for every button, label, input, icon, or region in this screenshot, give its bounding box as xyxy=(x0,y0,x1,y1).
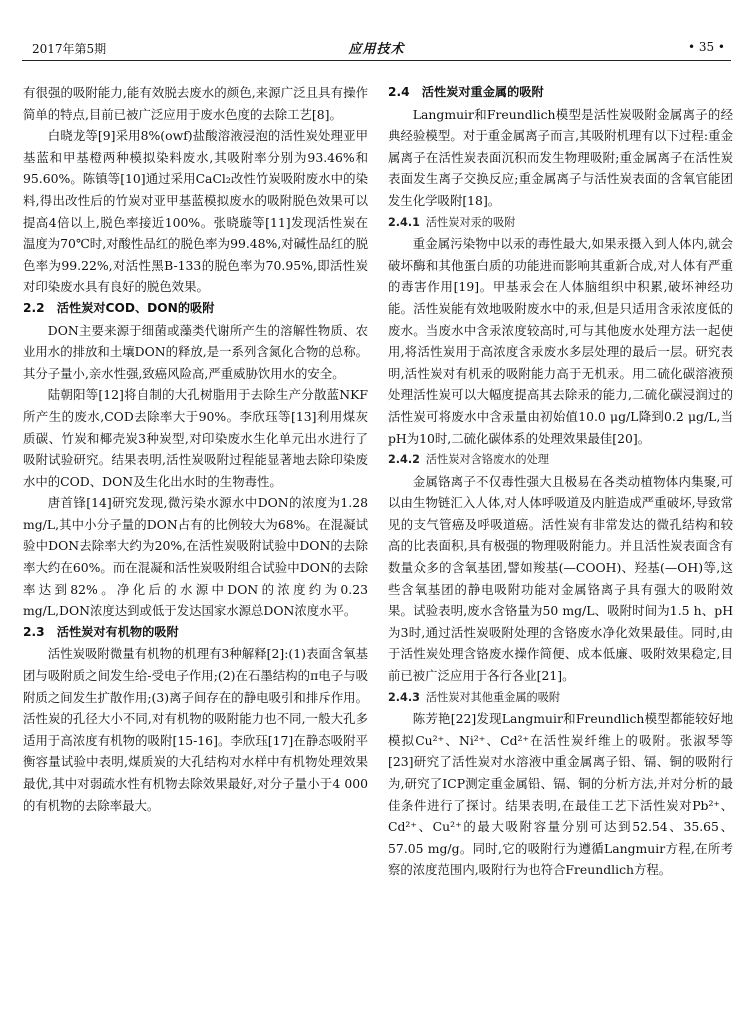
paragraph: Langmuir和Freundlich模型是活性炭吸附金属离子的经典经验模型。对于重金属离子而言,其吸附机理有以下过程:重金属离子在活性炭表面沉积而发生物理吸附;重金属离子在活性炭表面发生离子交换反应;重金属离子与活性炭表面的含氧官能团发生化学吸附[18]。 xyxy=(388,106,733,208)
issue-label: 2017年第5期 xyxy=(32,42,107,56)
section-heading: 2.2 活性炭对COD、DON的吸附 xyxy=(23,300,215,315)
paragraph: 有很强的吸附能力,能有效脱去废水的颜色,来源广泛且具有操作简单的特点,目前已被广泛应用于废水色度的去除工艺[8]。 xyxy=(23,85,368,122)
paragraph: 唐首锋[14]研究发现,微污染水源水中DON的浓度为1.28 mg/L,其中小分子量的DON占有的比例较大为68%。在混凝试验中DON去除率大约为20%,在活性炭吸附试验中DON的去除率大约在60%。而在混凝和活性炭吸附组合试验中DON的去除率达到82%。净化后的水源中DON的浓度约为0.23 mg/L,DON浓度达到或低于发达国家水源总DON浓度水平。 xyxy=(23,495,368,619)
subsection-heading xyxy=(388,449,733,471)
paragraph: 陆朝阳等[12]将自制的大孔树脂用于去除生产分散蓝NKF所产生的废水,COD去除率大于90%。李欣珏等[13]利用煤灰质碳、竹炭和椰壳炭3种炭型,对印染废水生化单元出水进行了吸附试验研究。结果表明,活性炭吸附过程能显著地去除印染废水中的COD、DON及生化出水时的生物毒性。 xyxy=(23,387,368,489)
subsection-number: 2.4.1 xyxy=(388,215,420,229)
subsection-number: 2.4.3 xyxy=(388,690,420,704)
page-number: • 35 • xyxy=(687,40,725,54)
left-column xyxy=(23,82,368,816)
section-heading: 2.4 活性炭对重金属的吸附 xyxy=(388,85,544,99)
paragraph: 金属铬离子不仅毒性强大且极易在各类动植物体内集聚,可以由生物链汇入人体,对人体呼吸道及内脏造成严重破坏,导致常见的支气管癌及呼吸道癌。活性炭有非常发达的微孔结构和较高的比表面积,具有极强的物理吸附能力。并且活性炭表面含有数量众多的含氧基团,譬如羧基(—COOH)、羟基(—OH)等,这些含氧基团的静电吸附功能对金属铬离子具有强大的吸附效果。试验表明,废水含铬量为50 mg/L、吸附时间为1.5 h、pH为3时,通过活性炭吸附处理的含铬废水净化效果最佳。同时,由于活性炭处理含铬废水操作简便、成本低廉、吸附效果稳定,目前已被广泛应用于各行各业[21]。 xyxy=(388,473,733,684)
paragraph: DON主要来源于细菌或藻类代谢所产生的溶解性物质、农业用水的排放和土壤DON的释放,是一系列含氮化合物的总称。其分子量小,亲水性强,致癌风险高,严重威胁饮用水的安全。 xyxy=(23,322,368,381)
subsection-title: 活性炭对其他重金属的吸附 xyxy=(425,690,561,704)
subsection-number: 2.4.2 xyxy=(388,453,420,467)
paragraph: 重金属污染物中以汞的毒性最大,如果汞摄入到人体内,就会破坏酶和其他蛋白质的功能进而影响其重新合成,对人体有严重的毒害作用[19]。甲基汞会在人体脑组织中积累,破坏神经功能。活性炭能有效地吸附废水中的汞,但是只适用含汞浓度低的废水。当废水中含汞浓度较高时,可与其他废水处理方法一起使用,将活性炭用于高浓度含汞废水多层处理的最后一层。研究表明,活性炭对有机汞的吸附能力高于无机汞。用二硫化碳溶液预处理活性炭可以大幅度提高其去除汞的能力,二硫化碳浸润过的活性炭可将废水中含汞量由初始值10.0 μg/L降到0.2 μg/L,当pH为10时,二硫化碳体系的处理效果最佳[20]。 xyxy=(388,236,733,446)
paragraph: 陈芳艳[22]发现Langmuir和Freundlich模型都能较好地模拟Cu²⁺、Ni²⁺、Cd²⁺在活性炭纤维上的吸附。张淑琴等[23]研究了活性炭对水溶液中重金属离子铅、镉、铜的吸附行为,研究了ICP测定重金属铅、镉、铜的分析方法,并对分析的最佳条件进行了探讨。结果表明,在最佳工艺下活性炭对Pb²⁺、Cd²⁺、Cu²⁺的最大吸附容量分别可达到52.54、35.65、57.05 mg/g。同时,它的吸附行为遵循Langmuir方程,在所考察的浓度范围内,吸附行为也符合Freundlich方程。 xyxy=(388,711,733,878)
section-heading: 2.3 活性炭对有机物的吸附 xyxy=(23,624,179,639)
running-header xyxy=(22,30,731,61)
subsection-title: 活性炭对含铬废水的处理 xyxy=(425,453,549,467)
paragraph: 白晓龙等[9]采用8%(owf)盐酸溶液浸泡的活性炭处理亚甲基蓝和甲基橙两种模拟染料废水,其吸附率分别为93.46%和95.60%。陈镇等[10]通过采用CaCl₂改性竹炭吸附废水中的染料,得出改性后的竹炭对亚甲基蓝模拟废水的吸附脱色效果可以提高4倍以上,脱色率接近100%。张晓璇等[11]发现活性炭在温度为70℃时,对酸性品红的脱色率为99.48%,对碱性品红的脱色率为99.22%,对活性黑B-133的脱色率为70.95%,即活性炭对印染废水具有良好的脱色效果。 xyxy=(23,128,368,295)
subsection-heading xyxy=(388,212,733,234)
subsection-title: 活性炭对汞的吸附 xyxy=(425,215,516,229)
right-column xyxy=(388,82,733,881)
subsection-heading xyxy=(388,687,733,709)
paragraph: 活性炭吸附微量有机物的机理有3种解释[2]:(1)表面含氧基团与吸附质之间发生给-受电子作用;(2)在石墨结构的π电子与吸附质之间发生扩散作用;(3)离子间存在的静电吸引和排斥作用。活性炭的孔径大小不同,对有机物的吸附能力也不同,一般大孔多适用于高浓度有机物的吸附[15-16]。李欣珏[17]在静态吸附平衡容量试验中表明,煤质炭的大孔结构对水样中有机物处理效果最优,其中对弱疏水性有机物去除效果最好,对分子量小于4 000的有机物的去除率最大。 xyxy=(23,646,368,813)
journal-title: 应用技术 xyxy=(348,42,405,57)
